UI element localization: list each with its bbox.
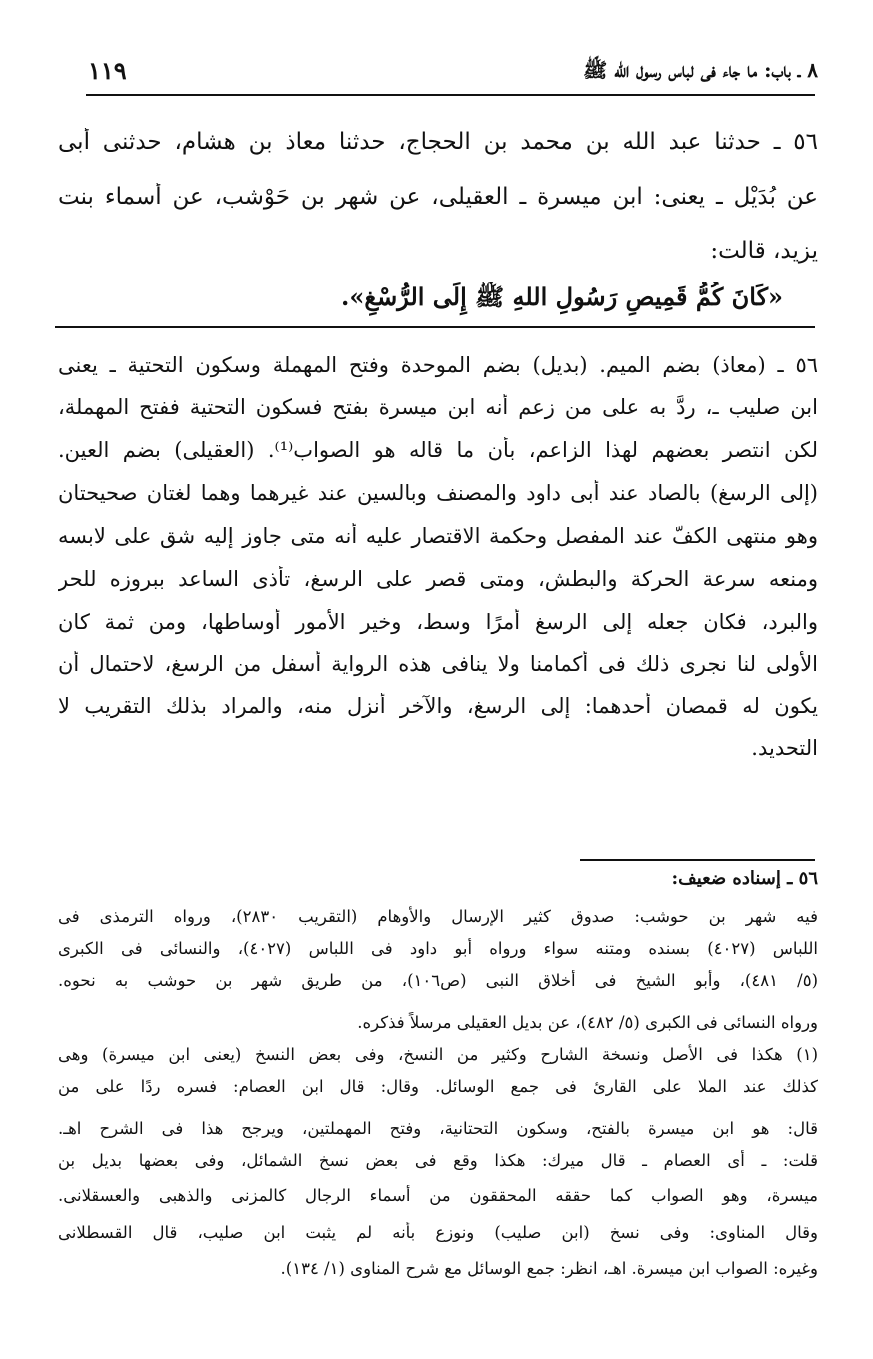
footnote-line: وغيره: الصواب ابن ميسرة. اهـ، انظر: جمع الوسائل مع شرح المناوى (١/ ١٣٤).	[280, 1259, 818, 1278]
hadith-line: ٥٦ ـ حدثنا عبد الله بن محمد بن الحجاج، حدثنا معاذ بن هشام، حدثنى أبى	[58, 129, 818, 155]
footnote-line: (١) هكذا فى الأصل ونسخة الشارح وكثير من النسخ، وفى بعض النسخ (يعنى ابن ميسرة) وهى	[58, 1045, 818, 1064]
commentary-line: ابن صليب ـ، ردَّ به على من زعم أنه ابن ميسرة بفتح فسكون التحتية ففتح المهملة،	[58, 395, 818, 419]
commentary-line: التحديد.	[751, 736, 818, 760]
footnote-heading: ٥٦ ـ إسناده ضعيف:	[671, 868, 818, 889]
hadith-quote: «كَانَ كُمُّ قَمِيصِ رَسُولِ اللهِ ﷺ إِلَى الرُّسْغِ».	[340, 282, 783, 311]
footnote-line: قال: هو ابن ميسرة بالفتح، وسكون التحتانية، وفتح المهملتين، ويرجح هذا فى الشرح اهـ.	[58, 1119, 818, 1138]
commentary-line: ومنعه سرعة الحركة والبطش، ومتى قصر على الرسغ، تأذى الساعد ببروزه للحر	[58, 567, 818, 591]
commentary-line: الأولى لنا نجرى ذلك فى أكمامنا ولا ينافى هذه الرواية أسفل من الرسغ، لاحتمال أن	[58, 652, 818, 676]
footnote-line: اللباس (٤٠٢٧) بسنده ومتنه سواء ورواه أبو داود فى اللباس (٤٠٢٧)، والنسائى فى الكبرى	[58, 939, 818, 958]
commentary-line: وهو منتهى الكفّ عند المفصل وحكمة الاقتصار عليه أنه متى جاوز إليه شق على لابسه	[58, 524, 818, 548]
commentary-line: يكون له قمصان أحدهما: إلى الرسغ، والآخر أنزل منه، والمراد بذلك التقريب لا	[58, 694, 818, 718]
commentary-line: ٥٦ ـ (معاذ) بضم الميم. (بديل) بضم الموحدة وفتح المهملة وسكون التحتية ـ يعنى	[58, 353, 818, 377]
commentary-line: لكن انتصر بعضهم لهذا الزاعم، بأن ما قاله هو الصواب⁽¹⁾. (العقيلى) بضم العين.	[58, 438, 818, 462]
section-rule	[55, 326, 815, 328]
footnote-line: (٥/ ٤٨١)، وأبو الشيخ فى أخلاق النبى (ص١٠٦)، من طريق شهر بن حوشب به نحوه.	[58, 971, 818, 990]
footnote-rule	[580, 859, 815, 861]
running-header-title: ٨ ـ باب: ما جاء فى لباس رسول الله ﷺ	[583, 58, 818, 82]
footnote-line: ميسرة، وهو الصواب كما حققه المحققون من أسماء الرجال كالمزنى والذهبى والعسقلانى.	[58, 1186, 818, 1205]
footnote-line: وقال المناوى: وفى نسخ (ابن صليب) ونوزع بأنه لم يثبت ابن صليب، قال القسطلانى	[58, 1223, 818, 1242]
footnote-line: كذلك عند الملا على القارئ فى جمع الوسائل. وقال: قال ابن العصام: فسره ردًا على من	[58, 1077, 818, 1096]
header-rule	[86, 94, 815, 96]
footnote-line: قلت: ـ أى العصام ـ قال ميرك: هكذا وقع فى بعض نسخ الشمائل، وفى بعضها بديل بن	[58, 1151, 818, 1170]
page-number: ١١٩	[88, 56, 127, 85]
commentary-line: والبرد، فكان جعله إلى الرسغ أمرًا وسط، وخير الأمور أوساطها، ومن ثمة كان	[58, 610, 818, 634]
commentary-line: (إلى الرسغ) بالصاد عند أبى داود والمصنف وبالسين عند غيرهما وهما لغتان صحيحتان	[58, 481, 818, 505]
hadith-line: عن بُدَيْل ـ يعنى: ابن ميسرة ـ العقيلى، عن شهر بن حَوْشب، عن أسماء بنت	[58, 184, 818, 210]
footnote-line: فيه شهر بن حوشب: صدوق كثير الإرسال والأوهام (التقريب ٢٨٣٠)، ورواه الترمذى فى	[58, 907, 818, 926]
footnote-line: ورواه النسائى فى الكبرى (٥/ ٤٨٢)، عن بديل العقيلى مرسلاً فذكره.	[357, 1013, 818, 1032]
hadith-line: يزيد، قالت:	[710, 238, 818, 264]
